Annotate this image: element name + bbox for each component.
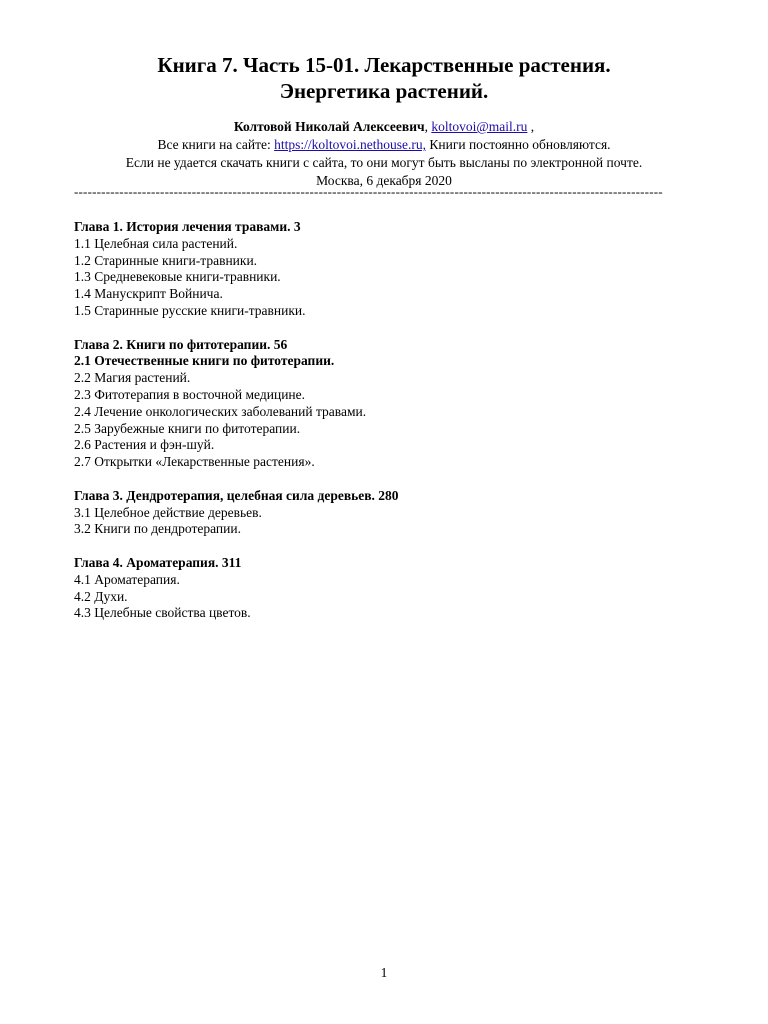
email-trail: , xyxy=(527,119,535,134)
chapter-heading: Глава 1. История лечения травами. 3 xyxy=(74,219,301,234)
toc-chapter xyxy=(74,337,714,471)
page-number: 1 xyxy=(380,965,388,980)
site-suffix: Книги постоянно обновляются. xyxy=(425,137,611,152)
toc-item: 3.1 Целебное действие деревьев. xyxy=(74,504,262,520)
author-name: Колтовой Николай Алексеевич xyxy=(233,119,425,134)
site-link[interactable]: https://koltovoi.nethouse.ru, xyxy=(274,137,426,152)
title-line-2: Энергетика растений. xyxy=(279,79,489,103)
table-of-contents xyxy=(74,219,714,639)
chapter-heading: Глава 2. Книги по фитотерапии. 56 xyxy=(74,336,288,352)
chapter-heading: Глава 4. Ароматерапия. 311 xyxy=(74,554,242,570)
toc-item: 2.1 Отечественные книги по фитотерапии. xyxy=(74,353,335,369)
toc-item: 3.2 Книги по дендротерапии. xyxy=(74,521,241,537)
email-link[interactable]: koltovoi@mail.ru xyxy=(431,119,528,134)
author-separator: , xyxy=(424,119,432,134)
toc-item: 2.4 Лечение онкологических заболеваний травами. xyxy=(74,403,367,419)
site-prefix: Все книги на сайте: xyxy=(157,137,275,152)
toc-chapter xyxy=(74,219,714,320)
toc-item: 1.5 Старинные русские книги-травники. xyxy=(74,302,306,318)
title-line-1: Книга 7. Часть 15-01. Лекарственные растения. xyxy=(157,53,611,77)
toc-item: 4.1 Ароматерапия. xyxy=(74,571,180,587)
toc-item: 2.7 Открытки «Лекарственные растения». xyxy=(74,454,315,470)
document-meta xyxy=(0,118,768,190)
toc-item: 1.3 Средневековые книги-травники. xyxy=(74,269,281,285)
toc-item: 2.3 Фитотерапия в восточной медицине. xyxy=(74,386,306,402)
toc-chapter xyxy=(74,488,714,538)
author-line xyxy=(0,118,768,136)
chapter-heading: Глава 3. Дендротерапия, целебная сила деревьев. 280 xyxy=(74,487,399,503)
toc-item: 2.5 Зарубежные книги по фитотерапии. xyxy=(74,420,301,436)
document-title xyxy=(0,52,768,104)
dashed-divider: ---------------------------------------------------------------------------------------------------------------------------------- xyxy=(74,184,663,199)
email-note: Если не удается скачать книги с сайта, то они могут быть высланы по электронной почте. xyxy=(125,155,643,170)
toc-item: 1.2 Старинные книги-травники. xyxy=(74,252,258,268)
place-date: Москва, 6 декабря 2020 xyxy=(316,173,452,188)
site-line xyxy=(0,136,768,154)
toc-item: 1.4 Манускрипт Войнича. xyxy=(74,286,223,302)
toc-item: 2.6 Растения и фэн-шуй. xyxy=(74,437,215,453)
toc-item: 4.2 Духи. xyxy=(74,588,128,604)
toc-chapter xyxy=(74,555,714,622)
toc-item: 4.3 Целебные свойства цветов. xyxy=(74,605,251,621)
toc-item: 2.2 Магия растений. xyxy=(74,370,191,386)
toc-item: 1.1 Целебная сила растений. xyxy=(74,235,238,251)
